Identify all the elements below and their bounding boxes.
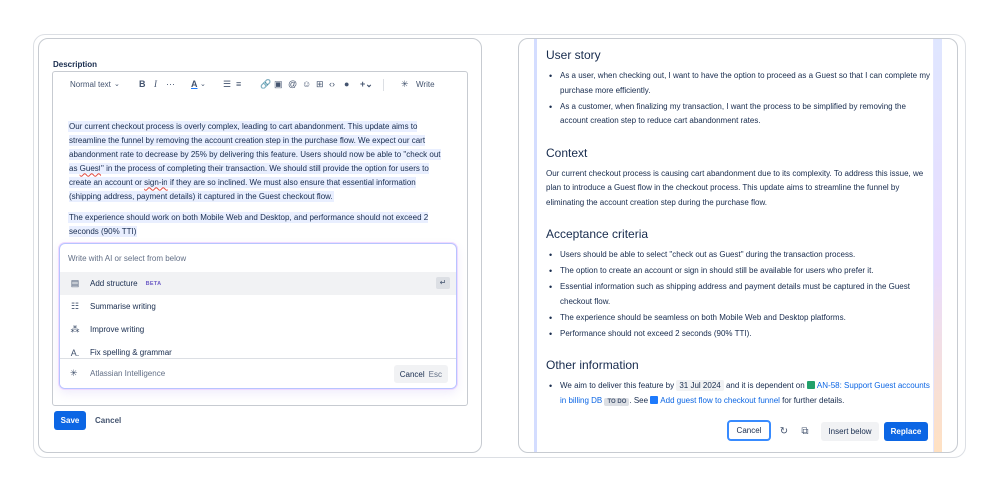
emoji-icon[interactable]: ☺ bbox=[302, 79, 312, 89]
right-gradient-rule bbox=[934, 39, 942, 452]
description-label: Description bbox=[53, 60, 98, 69]
editor-toolbar bbox=[53, 72, 467, 100]
text: for further details. bbox=[779, 395, 845, 405]
ai-result-panel bbox=[518, 38, 958, 453]
document-icon: ▤ bbox=[70, 278, 80, 288]
cancel-button[interactable]: Cancel bbox=[727, 420, 771, 441]
bold-icon[interactable]: B bbox=[139, 79, 146, 89]
acceptance-section bbox=[546, 226, 932, 341]
ai-cancel-button[interactable] bbox=[394, 365, 448, 383]
ai-result-content bbox=[546, 47, 932, 425]
body-text: Our current checkout process is overly complex, leading to cart abandonment. This update aims to streamline the funnel by removing the account creation step in the purchase flow. We expect our cart abandonment rate to decrease by 25% by delivering this feature. Users should now be able to "check out as bbox=[69, 122, 441, 174]
list-item: • Users should be able to select "check out as Guest" during the transaction process. bbox=[560, 248, 932, 263]
list-item: • The option to create an account or sign in should still be available for users who prefer it. bbox=[560, 264, 932, 279]
code-icon[interactable]: ‹› bbox=[329, 79, 335, 89]
esc-shortcut: Esc bbox=[428, 369, 442, 379]
description-editor[interactable] bbox=[52, 71, 468, 406]
description-body[interactable] bbox=[69, 120, 449, 239]
list-item: • Essential information such as shipping address and payment details must be captured in the Guest checkout flow. bbox=[560, 280, 932, 309]
other-information-section bbox=[546, 357, 932, 409]
link-icon[interactable]: 🔗 bbox=[260, 79, 272, 89]
text: and it is dependent on bbox=[723, 381, 807, 391]
magic-wand-icon: ⁂ bbox=[70, 324, 80, 334]
numbered-list-icon[interactable]: ≡ bbox=[236, 79, 242, 89]
status-lozenge: TO DO bbox=[604, 398, 629, 406]
ai-suggestion-list bbox=[60, 272, 456, 364]
page-icon bbox=[650, 396, 658, 404]
section-heading: User story bbox=[546, 48, 601, 62]
ai-item-summarise[interactable] bbox=[60, 295, 456, 318]
text: We aim to deliver this feature by bbox=[560, 381, 677, 391]
chevron-down-icon[interactable]: ⌄ bbox=[114, 81, 120, 88]
toolbar-divider bbox=[383, 79, 384, 91]
image-icon[interactable]: ▣ bbox=[274, 79, 283, 89]
insert-icon[interactable]: +⌄ bbox=[360, 79, 373, 89]
text-color-icon[interactable]: A bbox=[191, 79, 198, 89]
ai-footer bbox=[60, 358, 456, 388]
page-link[interactable]: Add guest flow to checkout funnel bbox=[660, 395, 780, 405]
text-style-select[interactable]: Normal text bbox=[70, 80, 111, 89]
insert-below-button[interactable]: Insert below bbox=[821, 422, 879, 441]
save-button[interactable]: Save bbox=[54, 411, 86, 430]
beta-badge: BETA bbox=[145, 280, 162, 287]
cancel-button[interactable]: Cancel bbox=[95, 416, 122, 425]
enter-key-icon: ↵ bbox=[436, 277, 450, 289]
list-item: • As a customer, when finalizing my transaction, I want the process to be simplified by removing the account creation step to reduce cart abandonment rates. bbox=[560, 100, 932, 129]
section-heading: Other information bbox=[546, 358, 639, 373]
write-button[interactable]: Write bbox=[416, 80, 435, 89]
section-heading: Acceptance criteria bbox=[546, 227, 649, 242]
retry-icon[interactable]: ↻ bbox=[779, 425, 789, 437]
copy-icon[interactable]: ⧉ bbox=[801, 425, 809, 437]
body-text: sign-in bbox=[144, 178, 168, 188]
ai-item-improve[interactable] bbox=[60, 318, 456, 341]
list-item bbox=[560, 379, 932, 409]
italic-icon[interactable]: I bbox=[154, 79, 157, 89]
body-text: " in the process of completing their transaction. We should still provide the option for users to create an account or bbox=[69, 164, 429, 188]
mention-icon[interactable]: @ bbox=[288, 79, 298, 89]
list-item: • As a user, when checking out, I want to have the option to proceed as a Guest so that I can complete my purchase more efficiently. bbox=[560, 69, 932, 98]
ai-footer-label: Atlassian Intelligence bbox=[90, 369, 166, 378]
body-text: if they are so inclined. We must also ensure that essential information (shipping address, payment details) it captured in the Guest checkout flow. bbox=[69, 178, 416, 202]
summary-icon: ☷ bbox=[70, 301, 80, 311]
ai-write-icon[interactable]: ✳ bbox=[401, 79, 409, 89]
text: . See bbox=[629, 395, 651, 405]
body-text: Guest bbox=[79, 164, 102, 174]
bullet-list-icon[interactable]: ☰ bbox=[223, 79, 232, 89]
ai-item-add-structure[interactable] bbox=[60, 272, 456, 295]
list-item: • Performance should not exceed 2 seconds (90% TTI). bbox=[560, 327, 932, 342]
ai-item-label: Fix spelling & grammar bbox=[90, 348, 172, 357]
atlassian-intelligence-icon: ✳ bbox=[70, 368, 78, 378]
left-highlight-rule bbox=[534, 39, 537, 452]
jira-issue-link[interactable]: AN-58: Support Guest accounts in billing DB bbox=[560, 381, 930, 405]
list-item: • The experience should be seamless on both Mobile Web and Desktop platforms. bbox=[560, 311, 932, 326]
ai-cancel-label: Cancel bbox=[399, 369, 425, 379]
context-section bbox=[546, 145, 932, 211]
body-text: The experience should work on both Mobile Web and Desktop, and performance should not exceed 2 seconds (90% TTI) bbox=[69, 212, 429, 236]
ai-prompt-input[interactable]: Write with AI or select from below bbox=[68, 254, 187, 263]
more-icon[interactable]: ··· bbox=[166, 79, 175, 89]
spellcheck-icon: A. bbox=[70, 347, 80, 358]
editor-panel bbox=[38, 38, 482, 453]
context-text: Our current checkout process is causing cart abandonment due to its complexity. To address this issue, we plan to introduce a Guest flow in the checkout process. This update aims to streamline the funnel by eliminating the account creation step during the purchase flow. bbox=[546, 168, 924, 207]
result-actions bbox=[519, 419, 957, 443]
ai-item-label: Improve writing bbox=[90, 325, 145, 334]
section-heading: Context bbox=[546, 145, 588, 160]
jira-issue-icon bbox=[807, 381, 815, 389]
chevron-down-icon[interactable]: ⌄ bbox=[200, 81, 206, 88]
replace-button[interactable]: Replace bbox=[884, 422, 928, 441]
table-icon[interactable]: ⊞ bbox=[316, 79, 324, 89]
ai-item-label: Add structure bbox=[90, 279, 138, 288]
ai-item-label: Summarise writing bbox=[90, 302, 156, 311]
user-story-section bbox=[546, 47, 932, 129]
ai-prompt-panel bbox=[59, 243, 457, 389]
date-chip[interactable]: 31 Jul 2024 bbox=[676, 380, 723, 391]
info-icon[interactable]: ● bbox=[344, 79, 350, 89]
